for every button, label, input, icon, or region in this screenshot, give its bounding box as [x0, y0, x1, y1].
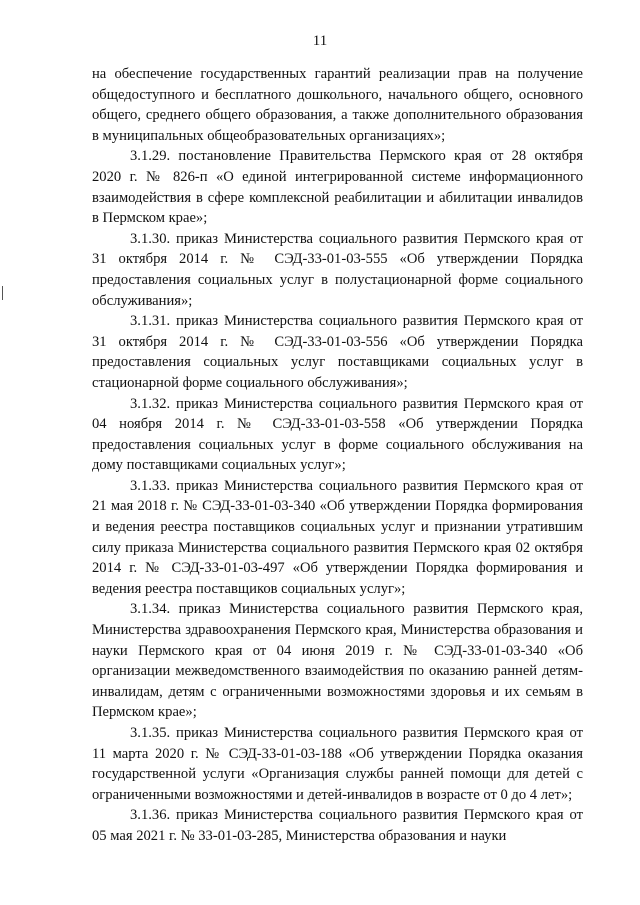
paragraph-3-1-33: 3.1.33. приказ Министерства социального развития Пермского края от 21 мая 2018 г. № СЭД-33-01-03-340 «Об утверждении Порядка формирования и ведения реестра поставщиков социальных услуг и признании утратившим силу приказа Министерства социального развития Пермского края 02 октября 2014 г. № СЭД-33-01-03-497 «Об утверждении Порядка формирования и ведения реестра поставщиков социальных услуг»; [92, 477, 583, 597]
document-body [92, 64, 583, 847]
paragraph-3-1-30: 3.1.30. приказ Министерства социального развития Пермского края от 31 октября 2014 г. № СЭД-33-01-03-555 «Об утверждении Порядка предоставления социальных услуг в полустационарной форме социального обслуживания»; [92, 230, 583, 309]
paragraph-3-1-31: 3.1.31. приказ Министерства социального развития Пермского края от 31 октября 2014 г. № СЭД-33-01-03-556 «Об утверждении Порядка предоставления социальных услуг поставщиками социальных услуг в стационарной форме социального обслуживания»; [92, 313, 583, 391]
paragraph-3-1-36: 3.1.36. приказ Министерства социального развития Пермского края от 05 мая 2021 г. № 33-01-03-285, Министерства образования и науки [92, 807, 583, 844]
paragraph-3-1-32: 3.1.32. приказ Министерства социального развития Пермского края от 04 ноября 2014 г. № СЭД-33-01-03-558 «Об утверждении Порядка предоставления социальных услуг в форме социального обслуживания на дому поставщиками социальных услуг»; [92, 395, 583, 474]
paragraph-3-1-34: 3.1.34. приказ Министерства социального развития Пермского края, Министерства здравоохранения Пермского края, Министерства образования и науки Пермского края от 04 июня 2019 г. № СЭД-33-01-03-340 «Об организации межведомственного взаимодействия по оказанию ранней детям-инвалидам, детям с ограниченными возможностями здоровья и их семьям в Пермском крае»; [92, 601, 583, 721]
margin-mark [2, 286, 3, 300]
paragraph-continuation: на обеспечение государственных гарантий реализации прав на получение общедоступного и бесплатного дошкольного, начального общего, основного общего, среднего общего образования, а также дополнительного образования в муниципальных общеобразовательных организациях»; [92, 66, 583, 144]
paragraph-3-1-29: 3.1.29. постановление Правительства Пермского края от 28 октября 2020 г. № 826-п «О единой интегрированной системе информационного взаимодействия в сфере комплексной реабилитации и абилитации инвалидов в Пермском крае»; [92, 148, 583, 227]
page-number: 11 [312, 33, 328, 49]
paragraph-3-1-35: 3.1.35. приказ Министерства социального развития Пермского края от 11 марта 2020 г. № СЭД-33-01-03-188 «Об утверждении Порядка оказания государственной услуги «Организация службы ранней помощи для детей с ограниченными возможностями и детей-инвалидов в возрасте от 0 до 4 лет»; [92, 725, 583, 803]
